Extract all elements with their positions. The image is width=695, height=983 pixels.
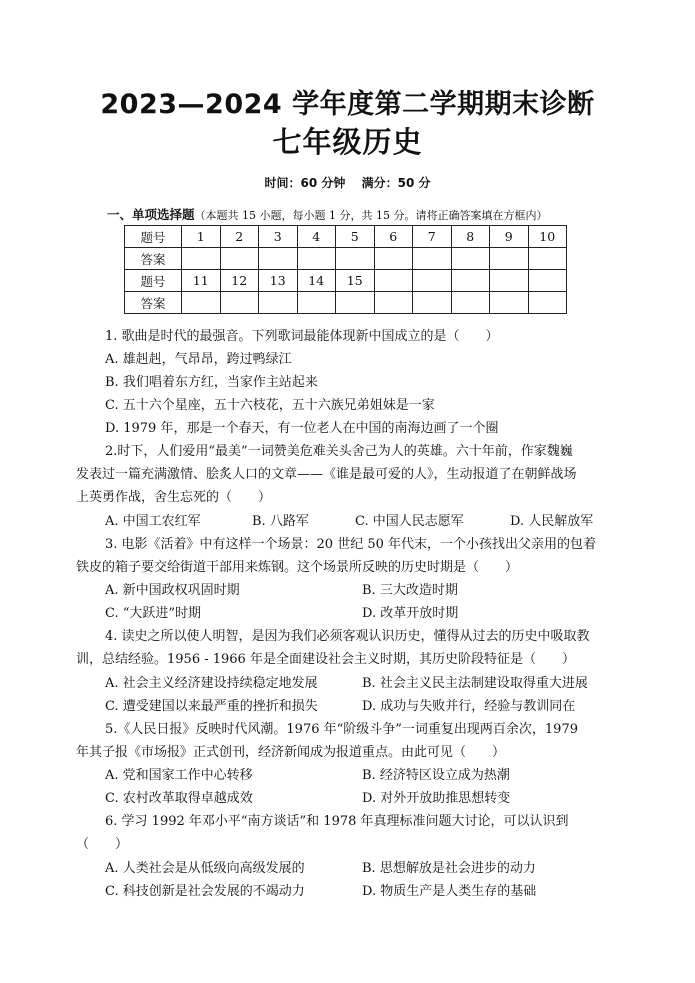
table-cell: 9 (490, 226, 529, 248)
question-2-option-d: D. 人民解放军 (510, 514, 594, 529)
table-cell: 4 (297, 226, 336, 248)
question-6-option-a: A. 人类社会是从低级向高级发展的 (105, 861, 305, 876)
question-2-option-a: A. 中国工农红军 (105, 514, 201, 529)
question-5-stem: 年其子报《市场报》正式创刊，经济新闻成为报道重点。由此可见（ ） (76, 745, 506, 760)
section-title: 一、单项选择题 (107, 207, 195, 222)
table-cell: 题号 (125, 226, 182, 248)
question-1-option-b: B. 我们唱着东方红，当家作主站起来 (105, 375, 318, 390)
question-4-option-a: A. 社会主义经济建设持续稳定地发展 (105, 676, 318, 691)
question-5-option-a: A. 党和国家工作中心转移 (105, 768, 253, 783)
question-4-option-d: D. 成功与失败并行，经验与教训同在 (362, 699, 576, 714)
table-row (125, 292, 567, 314)
answer-table (124, 225, 567, 314)
table-cell: 答案 (125, 292, 182, 314)
answer-cell[interactable] (413, 292, 452, 314)
question-6-stem: 6. 学习 1992 年邓小平“南方谈话”和 1978 年真理标准问题大讨论，可以认识到 (105, 814, 569, 829)
table-cell (374, 270, 413, 292)
question-4-option-c: C. 遭受建国以来最严重的挫折和损失 (105, 699, 318, 714)
table-row (125, 270, 567, 292)
table-cell: 11 (182, 270, 221, 292)
answer-cell[interactable] (451, 248, 490, 270)
question-5-option-c: C. 农村改革取得卓越成效 (105, 791, 253, 806)
table-cell: 3 (259, 226, 298, 248)
question-1-option-c: C. 五十六个星座，五十六枝花，五十六族兄弟姐妹是一家 (105, 398, 435, 413)
table-cell: 7 (413, 226, 452, 248)
answer-cell[interactable] (528, 292, 567, 314)
exam-time: 时间：60 分钟 (264, 176, 346, 190)
question-5-option-d: D. 对外开放助推思想转变 (362, 791, 511, 806)
question-1-stem: 1. 歌曲是时代的最强音。下列歌词最能体现新中国成立的是（ ） (105, 329, 499, 344)
question-4-stem: 训，总结经验。1956 - 1966 年是全面建设社会主义时期，其历史阶段特征是（ ） (76, 652, 575, 667)
answer-cell[interactable] (374, 292, 413, 314)
table-cell (451, 270, 490, 292)
table-cell: 6 (374, 226, 413, 248)
table-cell (490, 270, 529, 292)
question-2-option-b: B. 八路军 (252, 514, 309, 529)
question-3-option-a: A. 新中国政权巩固时期 (105, 583, 240, 598)
question-2-stem: 上英勇作战，舍生忘死的（ ） (76, 490, 272, 505)
answer-cell[interactable] (336, 292, 375, 314)
table-cell: 1 (182, 226, 221, 248)
table-cell: 5 (336, 226, 375, 248)
table-row (125, 248, 567, 270)
answer-cell[interactable] (528, 248, 567, 270)
answer-cell[interactable] (220, 292, 259, 314)
answer-cell[interactable] (259, 292, 298, 314)
question-4-stem: 4. 读史之所以使人明智，是因为我们必须客观认识历史，懂得从过去的历史中吸取教 (105, 629, 590, 644)
answer-cell[interactable] (413, 248, 452, 270)
answer-cell[interactable] (490, 248, 529, 270)
question-1-option-d: D. 1979 年，那是一个春天，有一位老人在中国的南海边画了一个圈 (105, 421, 499, 436)
answer-cell[interactable] (220, 248, 259, 270)
exam-subtitle: 七年级历史 (272, 125, 423, 159)
answer-cell[interactable] (182, 292, 221, 314)
answer-cell[interactable] (374, 248, 413, 270)
table-cell: 题号 (125, 270, 182, 292)
section-note: （本题共 15 小题，每小题 1 分，共 15 分。请将正确答案填在方框内） (194, 209, 548, 222)
question-1-option-a: A. 雄赳赳，气昂昂，跨过鸭绿江 (105, 352, 292, 367)
table-cell: 12 (220, 270, 259, 292)
table-cell: 13 (259, 270, 298, 292)
question-5-option-b: B. 经济特区设立成为热潮 (362, 768, 510, 783)
question-6-option-d: D. 物质生产是人类生存的基础 (362, 884, 537, 899)
table-cell: 8 (451, 226, 490, 248)
answer-cell[interactable] (490, 292, 529, 314)
table-cell (528, 270, 567, 292)
question-2-option-c: C. 中国人民志愿军 (355, 514, 464, 529)
question-3-option-c: C. “大跃进”时期 (105, 606, 202, 621)
answer-cell[interactable] (336, 248, 375, 270)
exam-score: 满分：50 分 (361, 176, 431, 190)
answer-cell[interactable] (182, 248, 221, 270)
table-cell (413, 270, 452, 292)
section-heading (107, 205, 548, 223)
question-3-stem: 3. 电影《活着》中有这样一个场景：20 世纪 50 年代末，一个小孩找出父亲用的包着 (105, 537, 597, 552)
table-cell: 15 (336, 270, 375, 292)
question-4-option-b: B. 社会主义民主法制建设取得重大进展 (362, 676, 588, 691)
question-3-option-b: B. 三大改造时期 (362, 583, 458, 598)
answer-cell[interactable] (297, 292, 336, 314)
table-row (125, 226, 567, 248)
table-cell: 2 (220, 226, 259, 248)
table-cell: 答案 (125, 248, 182, 270)
exam-time-info (0, 174, 695, 191)
question-6-option-b: B. 思想解放是社会进步的动力 (362, 861, 536, 876)
table-cell: 10 (528, 226, 567, 248)
answer-cell[interactable] (451, 292, 490, 314)
exam-title: 2023—2024 学年度第二学期期末诊断 (100, 89, 595, 120)
question-3-option-d: D. 改革开放时期 (362, 606, 459, 621)
answer-cell[interactable] (259, 248, 298, 270)
table-cell: 14 (297, 270, 336, 292)
question-6-option-c: C. 科技创新是社会发展的不竭动力 (105, 884, 305, 899)
question-5-stem: 5.《人民日报》反映时代风潮。1976 年“阶级斗争”一词重复出现两百余次，1979 (105, 722, 578, 737)
question-2-stem: 发表过一篇充满激情、脍炙人口的文章——《谁是最可爱的人》，生动报道了在朝鲜战场 (76, 467, 577, 482)
answer-cell[interactable] (297, 248, 336, 270)
question-3-stem: 铁皮的箱子要交给街道干部用来炼钢。这个场景所反映的历史时期是（ ） (76, 560, 519, 575)
question-2-stem: 2.时下，人们爱用“最美”一词赞美危难关头舍己为人的英雄。六十年前，作家魏巍 (105, 444, 573, 459)
question-6-stem: （ ） (76, 837, 129, 852)
